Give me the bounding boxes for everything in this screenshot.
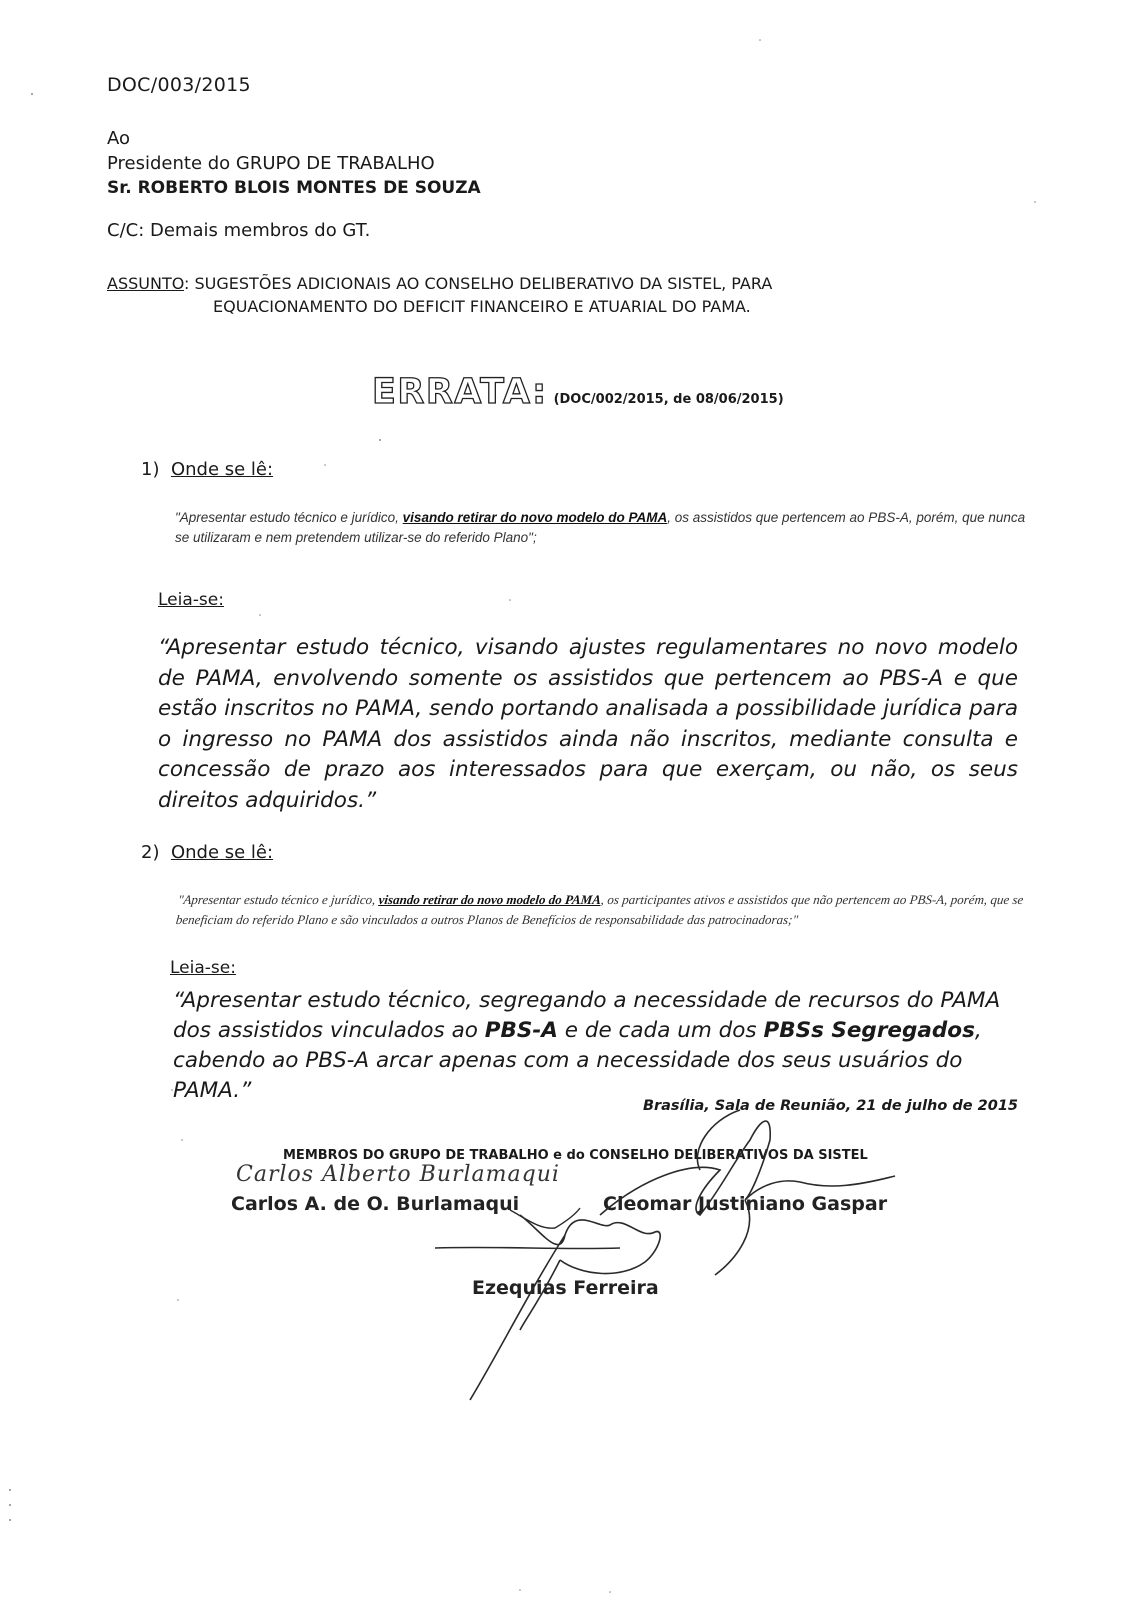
subject-label: ASSUNTO xyxy=(107,274,185,293)
item2-number: 2) xyxy=(141,842,160,863)
item2-quote-post: , os participantes ativos e assistidos que não pertencem ao PBS-A, porém, que se beneficiam do referido Plano e são vinculados a outros Planos de Benefícios de responsabilidade das patrocinadoras;" xyxy=(175,892,1025,927)
item2-quote-pre: "Apresentar estudo técnico e jurídico, xyxy=(177,892,380,907)
item2-text-a: “Apresentar estudo técnico, segregando a necessidade de recursos do PAMA dos assistidos vinculados ao xyxy=(173,988,1001,1043)
item1-number: 1) xyxy=(141,459,160,480)
item2-text-d: PBSs Segregados xyxy=(763,1018,975,1043)
item2-read-label: Leia-se: xyxy=(170,958,236,978)
item2-text-c: e de cada um dos xyxy=(557,1018,764,1043)
addressee-name: Sr. ROBERTO BLOIS MONTES DE SOUZA xyxy=(107,178,481,198)
cc-line: C/C: Demais membros do GT. xyxy=(107,220,371,241)
subject-line2: EQUACIONAMENTO DO DEFICIT FINANCEIRO E ATUARIAL DO PAMA. xyxy=(213,297,751,316)
item1-quote-post: , os assistidos que pertencem ao PBS-A, porém, que nunca se utilizaram e nem pretendem utilizar-se do referido Plano"; xyxy=(175,510,1026,545)
signatory-name-2: Cleomar Justiniano Gaspar xyxy=(603,1193,888,1215)
signatories-header: MEMBROS DO GRUPO DE TRABALHO e do CONSELHO DELIBERATIVOS DA SISTEL xyxy=(283,1148,868,1163)
signatory-name-3: Ezequias Ferreira xyxy=(472,1277,659,1299)
addressee-to: Ao xyxy=(107,128,131,149)
subject-line1: : SUGESTÕES ADICIONAIS AO CONSELHO DELIBERATIVO DA SISTEL, PARA xyxy=(184,274,773,293)
item1-corrected-text: “Apresentar estudo técnico, visando ajustes regulamentares no novo modelo de PAMA, envolvendo somente os assistidos que pertencem ao PBS-A e que estão inscritos no PAMA, sendo portando analisada a possibilidade jurídica para o ingresso no PAMA dos assistidos ainda não inscritos, mediante consulta e concessão de prazo aos interessados para que exerçam, ou não, os seus direitos adquiridos.” xyxy=(158,635,1018,813)
signatory-name-1: Carlos A. de O. Burlamaqui xyxy=(231,1193,520,1215)
document-id: DOC/003/2015 xyxy=(107,74,251,96)
place-date: Brasília, Sala de Reunião, 21 de julho de 2015 xyxy=(642,1098,1018,1114)
item1-quote-pre: "Apresentar estudo técnico e jurídico, xyxy=(175,510,403,525)
handwritten-signature-1: Carlos Alberto Burlamaqui xyxy=(236,1162,560,1187)
item1-heading-text: Onde se lê: xyxy=(170,459,274,480)
item2-text-e: , cabendo ao PBS-A arcar apenas com a necessidade dos seus usuários do PAMA.” xyxy=(173,1018,982,1103)
item2-text-b: PBS-A xyxy=(484,1018,558,1043)
errata-title: ERRATA: xyxy=(372,372,548,412)
item1-read-label: Leia-se: xyxy=(158,590,224,610)
item2-heading-text: Onde se lê: xyxy=(170,842,274,863)
addressee-title: Presidente do GRUPO DE TRABALHO xyxy=(107,153,435,174)
item2-quote-emphasis: visando retirar do novo modelo do PAMA xyxy=(377,892,602,907)
item1-quote-emphasis: visando retirar do novo modelo do PAMA xyxy=(402,510,668,525)
errata-reference: (DOC/002/2015, de 08/06/2015) xyxy=(553,392,784,407)
